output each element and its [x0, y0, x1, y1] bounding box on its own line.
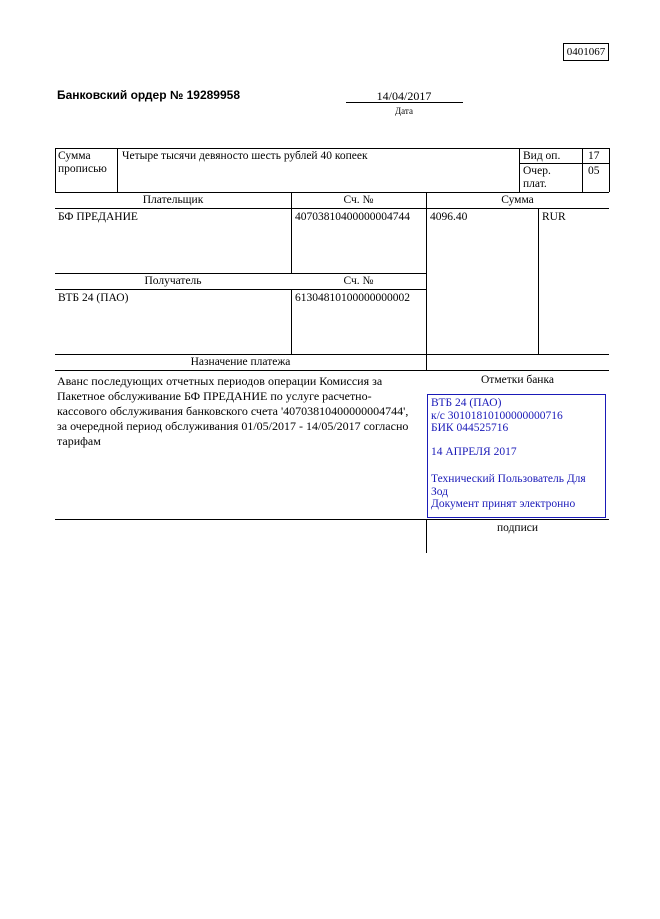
priority-label-line1: Очер. — [523, 165, 551, 177]
sum-header: Сумма — [501, 194, 534, 206]
table-line — [117, 148, 118, 192]
amount-words-value: Четыре тысячи девяносто шесть рублей 40 копеек — [122, 150, 368, 162]
table-line — [55, 148, 609, 149]
order-date: 14/04/2017 — [376, 89, 432, 103]
stamp-date: 14 АПРЕЛЯ 2017 — [431, 445, 517, 458]
payer-account-header: Сч. № — [343, 194, 374, 206]
table-line — [55, 192, 609, 193]
table-line — [55, 148, 56, 192]
operation-type-label: Вид оп. — [523, 150, 561, 162]
date-underline — [346, 102, 463, 103]
payer-name: БФ ПРЕДАНИЕ — [58, 211, 138, 223]
recipient-account: 61304810100000000002 — [295, 292, 410, 304]
stamp-corr-account: к/с 30101810100000000716 — [431, 409, 563, 422]
document-title: Банковский ордер № 19289958 — [57, 88, 240, 102]
stamp-bank-name: ВТБ 24 (ПАО) — [431, 397, 502, 409]
bank-stamp — [427, 394, 606, 518]
table-line — [55, 519, 609, 520]
table-line — [609, 148, 610, 192]
recipient-account-header: Сч. № — [343, 275, 374, 287]
amount-words-label: Сумма прописью — [58, 150, 107, 175]
date-label: Дата — [395, 106, 413, 116]
payer-account: 40703810400000004744 — [295, 211, 410, 223]
purpose-header: Назначение платежа — [190, 356, 291, 368]
table-line — [582, 148, 583, 192]
table-line — [55, 354, 609, 355]
recipient-name: ВТБ 24 (ПАО) — [58, 292, 129, 304]
operation-type-value: 17 — [588, 150, 600, 162]
stamp-user: Технический Пользователь Для Зод — [431, 473, 586, 498]
stamp-bik: БИК 044525716 — [431, 422, 509, 434]
priority-value: 05 — [588, 165, 600, 177]
table-line — [55, 273, 427, 274]
stamp-spacer — [431, 458, 602, 473]
purpose-text: Аванс последующих отчетных периодов операции Комиссия за Пакетное обслуживание БФ ПРЕДАНИЕ по услуге расчетно-кассового обслуживания банковского счета '40703810400000004744', за очередной период обслуживания 01/05/2017 - 14/05/2017 согласно тарифам — [57, 374, 409, 448]
sum-value: 4096.40 — [430, 211, 468, 223]
signatures-label: подписи — [497, 522, 538, 534]
stamp-spacer — [431, 435, 602, 446]
table-line — [519, 148, 520, 192]
table-line — [55, 208, 609, 209]
recipient-header: Получатель — [144, 275, 202, 287]
table-line — [291, 289, 292, 354]
bank-marks-header: Отметки банка — [481, 374, 554, 386]
table-line — [55, 289, 427, 290]
table-line — [538, 208, 539, 354]
table-line — [426, 192, 427, 370]
payer-header: Плательщик — [142, 194, 204, 206]
table-line — [519, 163, 609, 164]
priority-label-line2: плат. — [523, 178, 547, 190]
stamp-status: Документ принят электронно — [431, 498, 576, 510]
form-code: 0401067 — [563, 43, 609, 61]
table-line — [55, 370, 609, 371]
sum-currency: RUR — [542, 211, 566, 223]
